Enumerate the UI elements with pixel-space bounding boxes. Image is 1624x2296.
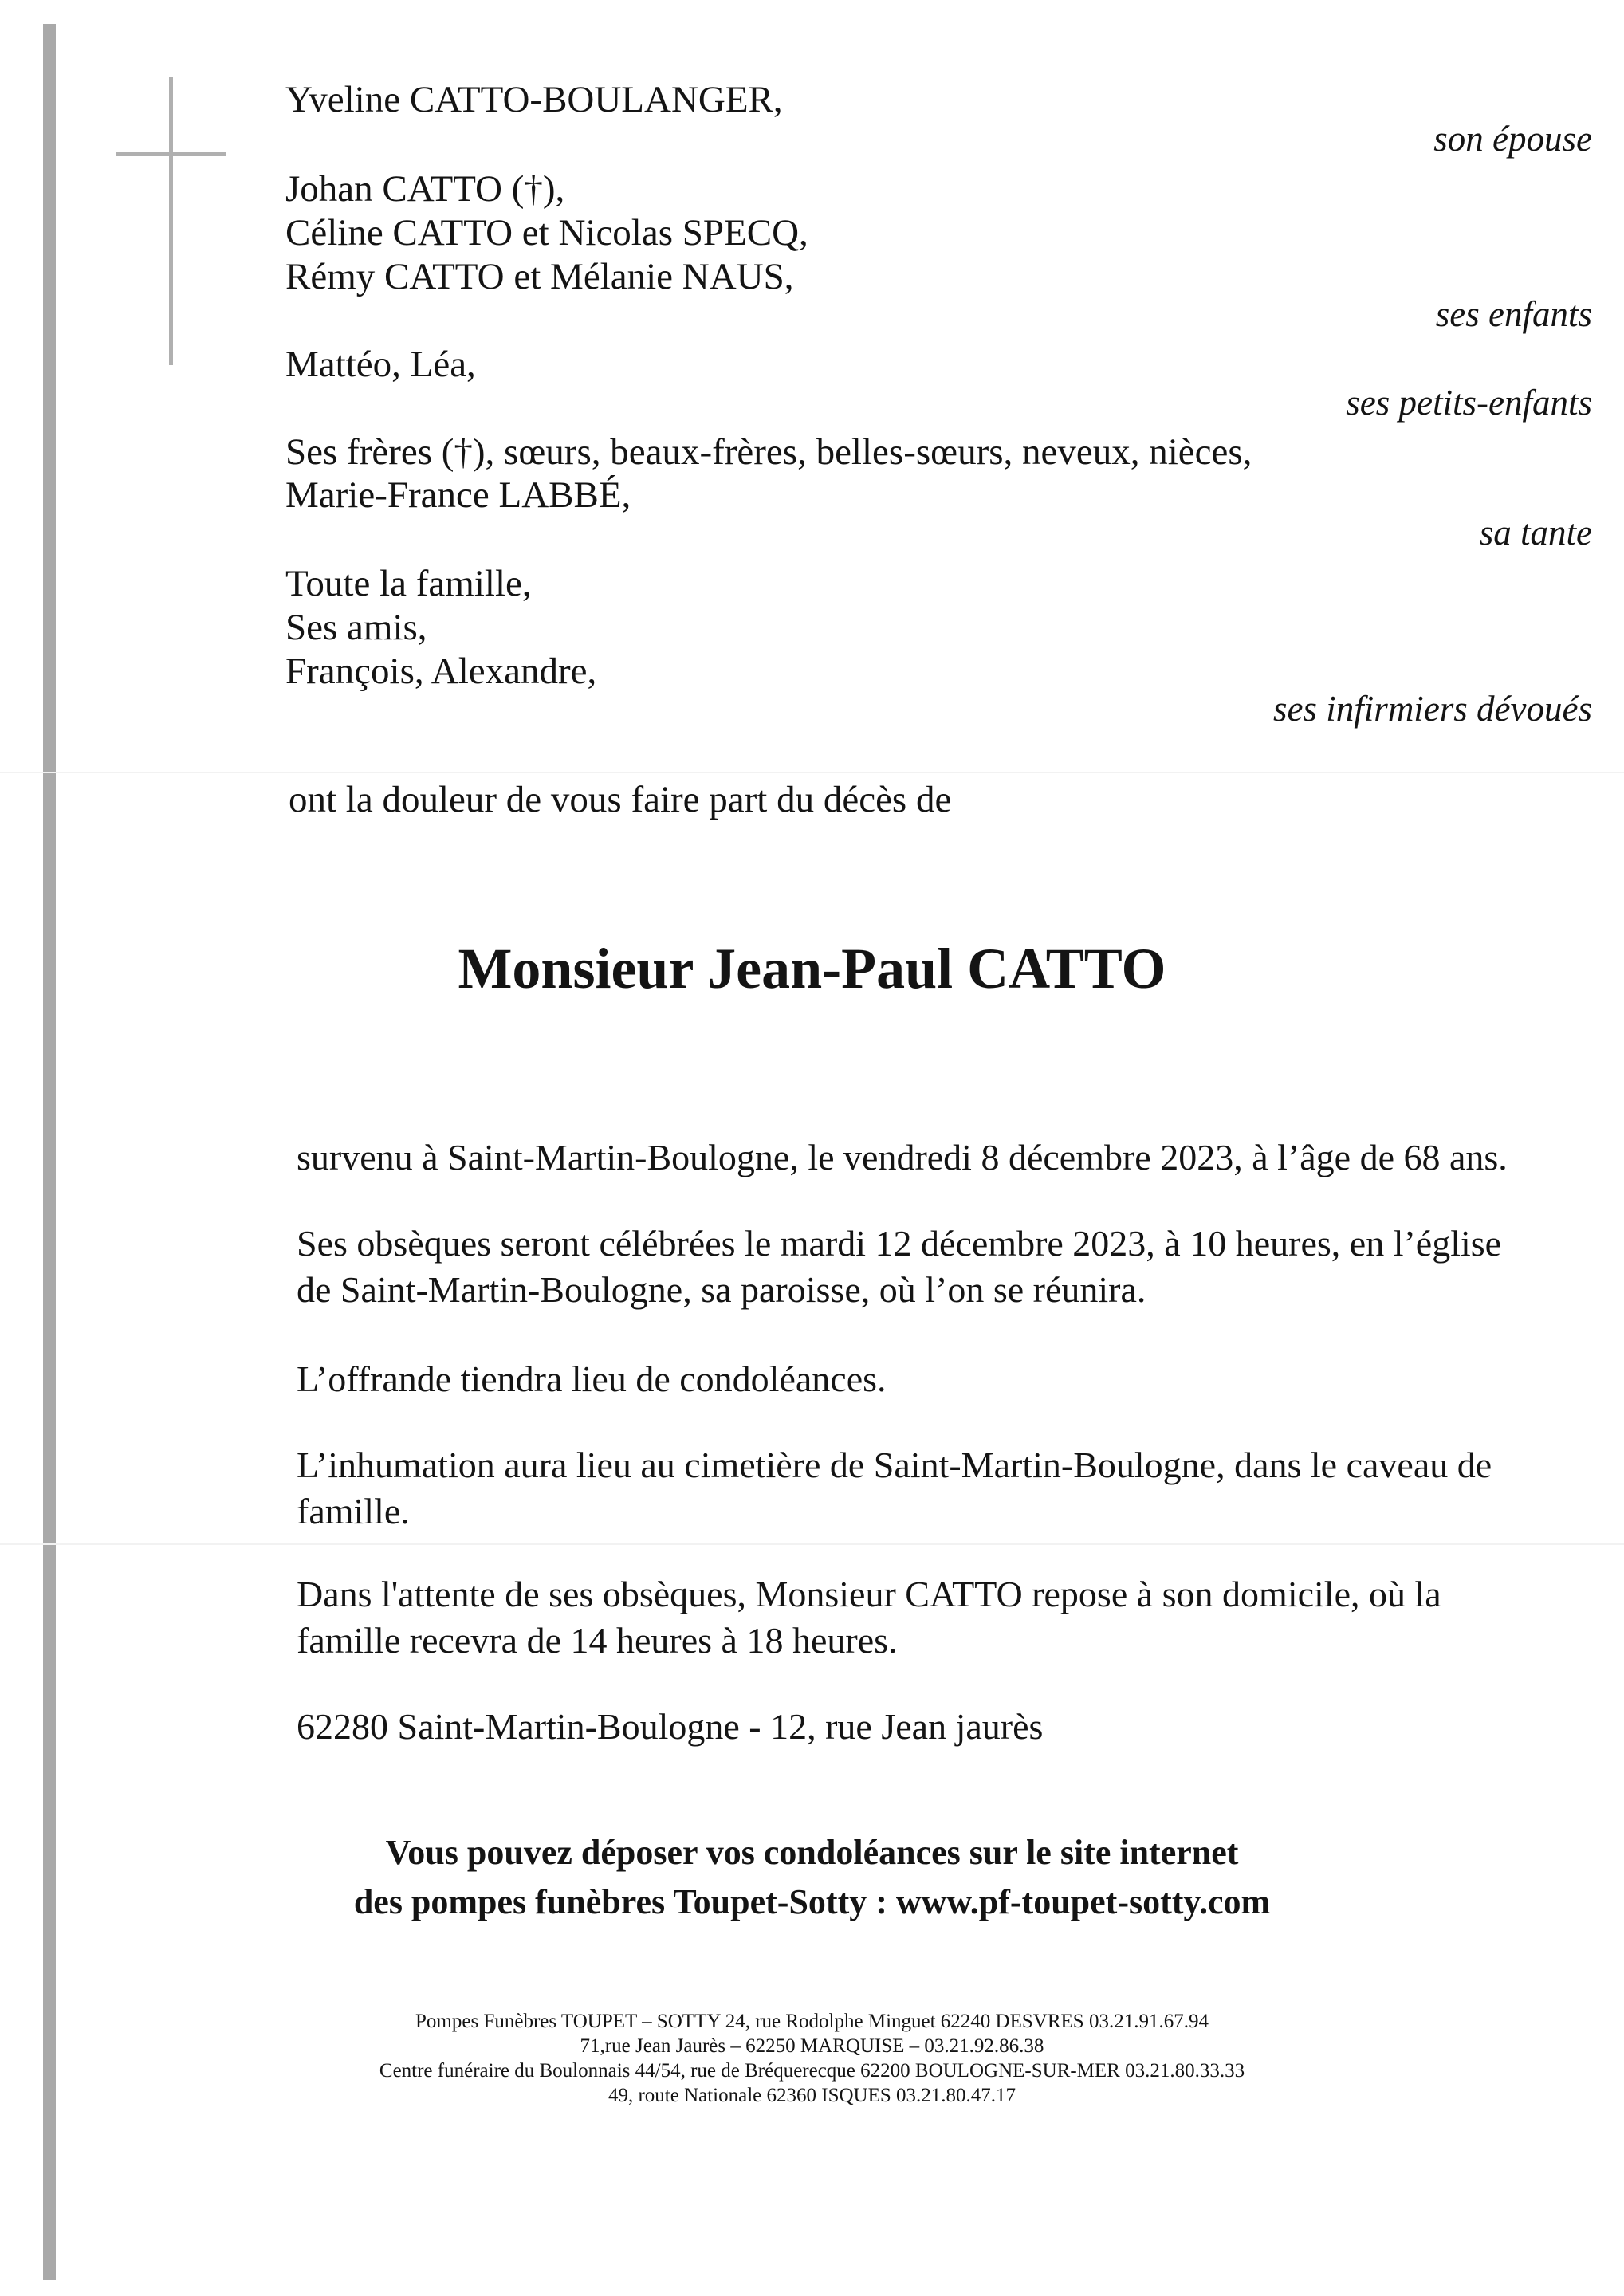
condolences-line: des pompes funèbres Toupet-Sotty : www.pf-toupet-sotty.com	[353, 1882, 1271, 1921]
condolences-line: Vous pouvez déposer vos condoléances sur le site internet	[385, 1833, 1239, 1872]
burial-line: famille.	[297, 1491, 410, 1531]
cross-vertical-bar	[169, 77, 173, 365]
footer-line: 49, route Nationale 62360 ISQUES 03.21.80.47.17	[608, 2085, 1016, 2106]
footer-line: Pompes Funèbres TOUPET – SOTTY 24, rue Rodolphe Minguet 62240 DESVRES 03.21.91.67.94	[415, 2011, 1209, 2032]
fold-line	[0, 772, 1624, 773]
family-line: Mattéo, Léa,	[285, 344, 476, 385]
family-line: Ses frères (†), sœurs, beaux-frères, belles-sœurs, neveux, nièces,	[285, 431, 1252, 473]
family-line: Toute la famille,	[285, 563, 532, 604]
visitation-line: famille recevra de 14 heures à 18 heures.	[297, 1620, 898, 1661]
relation-label: ses petits-enfants	[1346, 383, 1592, 423]
funeral-line: de Saint-Martin-Boulogne, sa paroisse, où l’on se réunira.	[297, 1269, 1146, 1310]
deceased-name: Monsieur Jean-Paul CATTO	[458, 937, 1166, 1001]
family-line: Rémy CATTO et Mélanie NAUS,	[285, 256, 794, 297]
relation-label: sa tante	[1479, 513, 1592, 552]
footer-line: Centre funéraire du Boulonnais 44/54, rue de Bréquerecque 62200 BOULOGNE-SUR-MER 03.21.80.33.33	[379, 2060, 1245, 2082]
funeral-line: Ses obsèques seront célébrées le mardi 12 décembre 2023, à 10 heures, en l’église	[297, 1223, 1502, 1264]
family-line: Yveline CATTO-BOULANGER,	[285, 79, 783, 120]
relation-label: ses enfants	[1435, 294, 1592, 334]
family-line: François, Alexandre,	[285, 651, 597, 692]
address: 62280 Saint-Martin-Boulogne - 12, rue Jean jaurès	[297, 1706, 1044, 1747]
page-edge-shadow	[43, 24, 56, 2280]
visitation-line: Dans l'attente de ses obsèques, Monsieur CATTO repose à son domicile, où la	[297, 1574, 1441, 1614]
announcement: ont la douleur de vous faire part du décès de	[289, 779, 952, 820]
relation-label: son épouse	[1433, 119, 1592, 159]
family-line: Johan CATTO (†),	[285, 168, 565, 210]
footer-line: 71,rue Jean Jaurès – 62250 MARQUISE – 03.21.92.86.38	[580, 2035, 1044, 2057]
family-line: Céline CATTO et Nicolas SPECQ,	[285, 212, 808, 254]
relation-label: ses infirmiers dévoués	[1273, 689, 1592, 729]
burial-line: L’inhumation aura lieu au cimetière de Saint-Martin-Boulogne, dans le caveau de	[297, 1445, 1492, 1485]
cross-horizontal-bar	[116, 152, 226, 156]
fold-line	[0, 1543, 1624, 1545]
family-line: Ses amis,	[285, 607, 427, 648]
death-notice: survenu à Saint-Martin-Boulogne, le vendredi 8 décembre 2023, à l’âge de 68 ans.	[297, 1137, 1508, 1177]
family-line: Marie-France LABBÉ,	[285, 474, 631, 516]
offering-text: L’offrande tiendra lieu de condoléances.	[297, 1358, 887, 1399]
